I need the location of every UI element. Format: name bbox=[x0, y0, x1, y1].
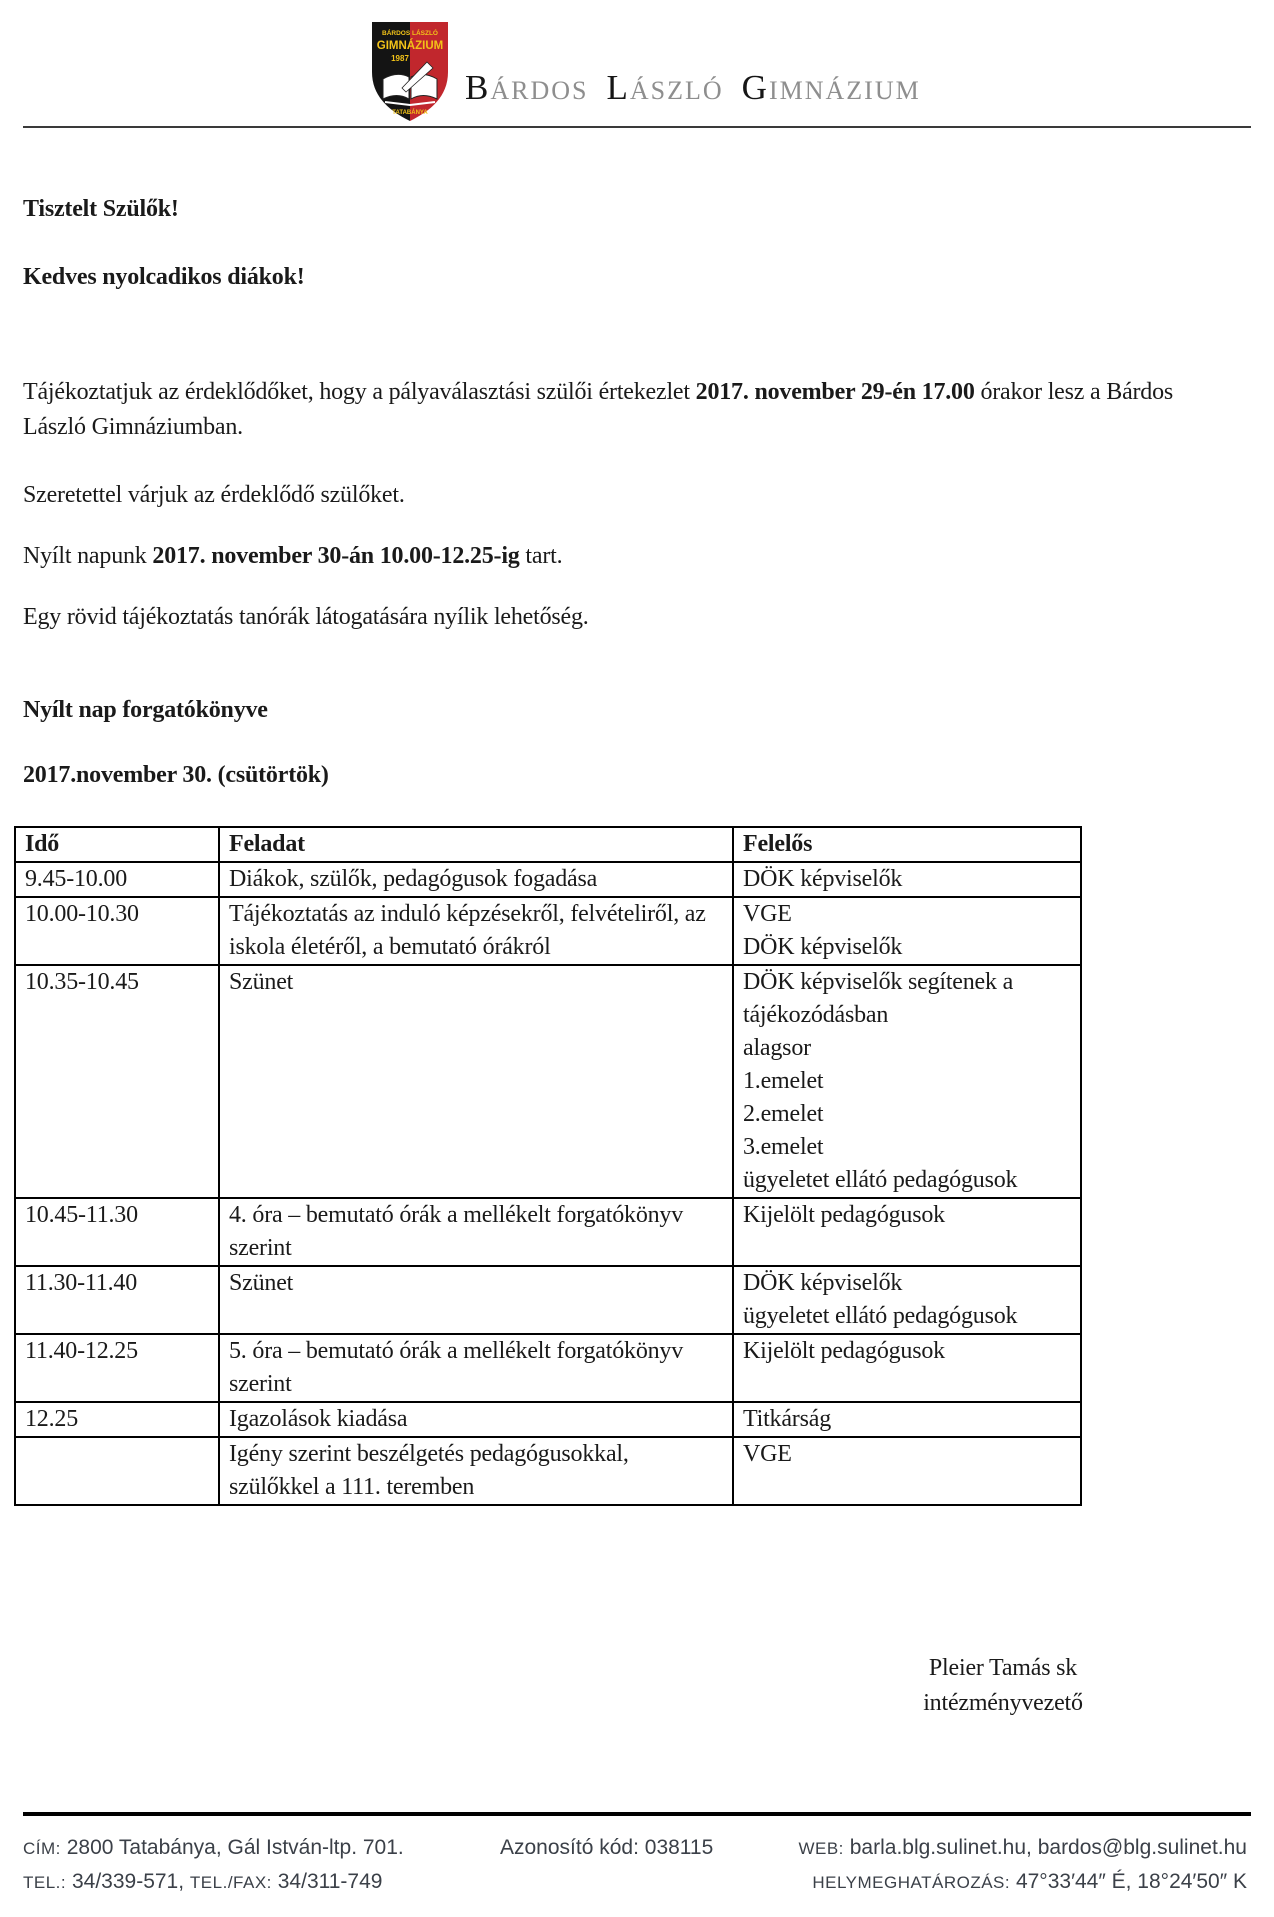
signature-title: intézményvezető bbox=[923, 1690, 1083, 1716]
responsible-line: ügyeletet ellátó pedagógusok bbox=[743, 1167, 1018, 1193]
responsible-line: Kijelölt pedagógusok bbox=[743, 1202, 945, 1228]
logo-gimnazium-text: GIMNÁZIUM bbox=[376, 40, 444, 52]
school-name-initial: B bbox=[465, 68, 491, 107]
time-cell bbox=[15, 1437, 219, 1505]
table-header-row bbox=[15, 827, 1081, 862]
footer-address bbox=[23, 1836, 404, 1860]
footer-id-code bbox=[500, 1836, 713, 1860]
signature-block bbox=[763, 1651, 1243, 1721]
responsible-line: 1.emelet bbox=[743, 1068, 824, 1094]
responsible-line: DÖK képviselők bbox=[743, 934, 903, 960]
responsible-cell bbox=[733, 1198, 1081, 1266]
responsible-line: Titkárság bbox=[743, 1406, 831, 1432]
responsible-line: VGE bbox=[743, 1441, 792, 1467]
responsible-line: DÖK képviselők bbox=[743, 1270, 903, 1296]
time-cell: 11.40-12.25 bbox=[15, 1334, 219, 1402]
time-cell: 10.00-10.30 bbox=[15, 897, 219, 965]
table-row bbox=[15, 1266, 1081, 1334]
logo-school-name-small: BÁRDOS LÁSZLÓ bbox=[382, 30, 438, 37]
open-day-date-bold: 2017. november 30-án 10.00-12.25-ig bbox=[152, 543, 520, 569]
web-value: barla.blg.sulinet.hu, bardos@blg.sulinet.hu bbox=[849, 1836, 1247, 1859]
school-name-initial: G bbox=[741, 68, 769, 107]
responsible-line: 2.emelet bbox=[743, 1101, 824, 1127]
footer-web bbox=[798, 1836, 1247, 1860]
responsible-line: VGE bbox=[743, 901, 792, 927]
column-header-time: Idő bbox=[15, 827, 219, 862]
task-cell: Diákok, szülők, pedagógusok fogadása bbox=[219, 862, 733, 897]
table-row bbox=[15, 1402, 1081, 1437]
geo-label: HELYMEGHATÁROZÁS: bbox=[812, 1873, 1011, 1892]
paragraph-text: tart. bbox=[519, 543, 563, 569]
responsible-line: alagsor bbox=[743, 1035, 811, 1061]
fax-label: TEL./FAX: bbox=[189, 1873, 272, 1892]
task-cell: Szünet bbox=[219, 965, 733, 1198]
meeting-date-bold: 2017. november 29-én 17.00 bbox=[695, 379, 975, 405]
paragraph-lessons-info: Egy rövid tájékoztatás tanórák látogatására nyílik lehetőség. bbox=[23, 604, 589, 630]
letter-body bbox=[0, 192, 1274, 1721]
school-name-part: ÁRDOS bbox=[490, 76, 589, 105]
column-header-task: Feladat bbox=[219, 827, 733, 862]
time-cell: 11.30-11.40 bbox=[15, 1266, 219, 1334]
fax-value: 34/311-749 bbox=[277, 1870, 383, 1893]
footer-geolocation bbox=[812, 1870, 1247, 1894]
responsible-line: ügyeletet ellátó pedagógusok bbox=[743, 1303, 1018, 1329]
school-name-initial: L bbox=[606, 68, 630, 107]
page-footer bbox=[23, 1812, 1251, 1908]
schedule-table-body bbox=[15, 862, 1081, 1505]
paragraph-welcome: Szeretettel várjuk az érdeklődő szülőket. bbox=[23, 482, 405, 508]
table-row bbox=[15, 897, 1081, 965]
table-row bbox=[15, 1334, 1081, 1402]
responsible-cell bbox=[733, 965, 1081, 1198]
logo-city-text: TATABÁNYA bbox=[392, 110, 428, 116]
table-row bbox=[15, 1437, 1081, 1505]
logo-year-text: 1987 bbox=[391, 54, 409, 63]
column-header-responsible: Felelős bbox=[733, 827, 1081, 862]
responsible-cell bbox=[733, 1402, 1081, 1437]
responsible-cell bbox=[733, 862, 1081, 897]
responsible-line: 3.emelet bbox=[743, 1134, 824, 1160]
time-cell: 12.25 bbox=[15, 1402, 219, 1437]
responsible-cell bbox=[733, 1334, 1081, 1402]
responsible-cell bbox=[733, 1437, 1081, 1505]
id-label: Azonosító kód: bbox=[500, 1836, 639, 1859]
task-cell: Szünet bbox=[219, 1266, 733, 1334]
paragraph-text: Nyílt napunk bbox=[23, 543, 153, 569]
responsible-line: Kijelölt pedagógusok bbox=[743, 1338, 945, 1364]
paragraph-meeting-info bbox=[23, 375, 1240, 445]
header-divider bbox=[23, 126, 1251, 128]
table-row bbox=[15, 1198, 1081, 1266]
task-cell: Igény szerint beszélgetés pedagógusokkal, szülőkkel a 111. teremben bbox=[219, 1437, 733, 1505]
paragraph-open-day bbox=[23, 539, 1240, 574]
address-value: 2800 Tatabánya, Gál István-ltp. 701. bbox=[66, 1836, 404, 1859]
paragraph-text: Tájékoztatjuk az érdeklődőket, hogy a pályaválasztási szülői értekezlet bbox=[23, 379, 696, 405]
school-crest-logo bbox=[370, 20, 450, 123]
responsible-cell bbox=[733, 1266, 1081, 1334]
school-name-part: ÁSZLÓ bbox=[629, 76, 724, 105]
responsible-line: DÖK képviselők bbox=[743, 866, 903, 892]
responsible-cell bbox=[733, 897, 1081, 965]
table-row bbox=[15, 862, 1081, 897]
task-cell: 5. óra – bemutató órák a mellékelt forgatókönyv szerint bbox=[219, 1334, 733, 1402]
id-value: 038115 bbox=[644, 1836, 714, 1859]
salutation-students: Kedves nyolcadikos diákok! bbox=[23, 264, 305, 290]
section-heading: Nyílt nap forgatókönyve bbox=[23, 697, 268, 723]
schedule-table bbox=[14, 826, 1082, 1506]
time-cell: 10.35-10.45 bbox=[15, 965, 219, 1198]
school-name-part: IMNÁZIUM bbox=[768, 76, 921, 105]
geo-value: 47°33′44″ É, 18°24′50″ K bbox=[1015, 1870, 1247, 1893]
table-row bbox=[15, 965, 1081, 1198]
signature-name: Pleier Tamás sk bbox=[928, 1655, 1078, 1681]
web-label: WEB: bbox=[798, 1839, 844, 1858]
school-name-title bbox=[465, 66, 921, 117]
paragraph-text: órakor lesz a Bárdos László Gimnáziumban. bbox=[23, 379, 1174, 440]
letterhead bbox=[0, 0, 1274, 128]
task-cell: Tájékoztatás az induló képzésekről, felvételiről, az iskola életéről, a bemutató órákról bbox=[219, 897, 733, 965]
time-cell: 10.45-11.30 bbox=[15, 1198, 219, 1266]
task-cell: Igazolások kiadása bbox=[219, 1402, 733, 1437]
date-heading: 2017.november 30. (csütörtök) bbox=[23, 762, 329, 788]
phone-value: 34/339-571, bbox=[71, 1870, 185, 1893]
footer-phone bbox=[23, 1870, 382, 1894]
phone-label: TEL.: bbox=[23, 1873, 67, 1892]
time-cell: 9.45-10.00 bbox=[15, 862, 219, 897]
address-label: CÍM: bbox=[23, 1839, 61, 1858]
salutation-parents: Tisztelt Szülők! bbox=[23, 196, 179, 222]
responsible-line: DÖK képviselők segítenek a tájékozódásban bbox=[743, 969, 1014, 1028]
task-cell: 4. óra – bemutató órák a mellékelt forgatókönyv szerint bbox=[219, 1198, 733, 1266]
